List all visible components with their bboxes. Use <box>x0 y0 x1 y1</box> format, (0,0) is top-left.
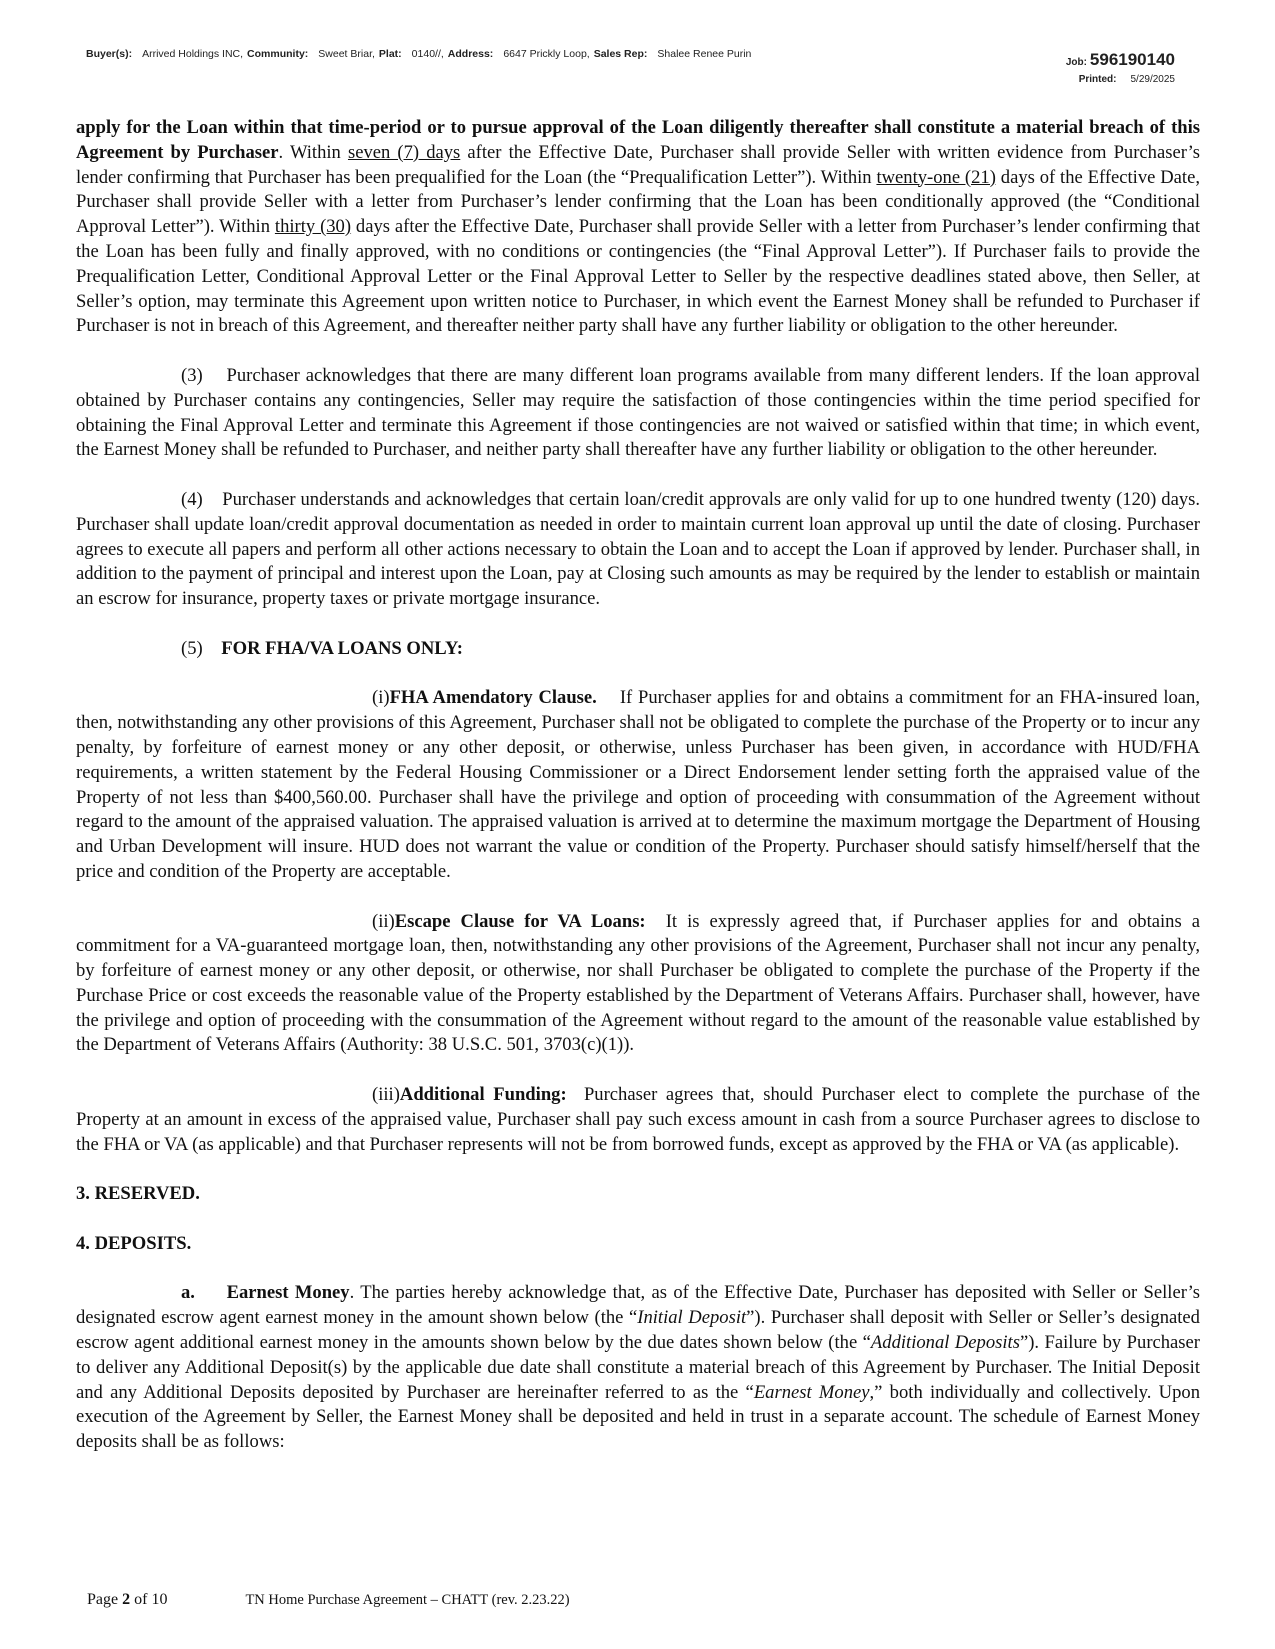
clause-number: (iii) <box>372 1084 400 1106</box>
paragraph-text: Purchaser acknowledges that there are many different loan programs available from many different lenders. If the loan approval obtained by Purchaser contains any contingencies, Seller may require the satisfaction of those contingencies within the time period specified for obtaining the Final Approval Letter and terminate this Agreement if those contingencies are not waived or satisfied within that time; in which event, the Earnest Money shall be refunded to Purchaser, and neither party shall thereafter have any further liability or obligation to the other hereunder. <box>76 364 1200 461</box>
address-label: Address: <box>447 48 494 60</box>
text-run: ,” both individually and collectively. Upon execution of the Agreement by Seller, the Earnest Money shall be deposited and held in trust in a separate account. The schedule of Earnest Money deposits shall be as follows: <box>76 1381 1200 1453</box>
loan-deadlines-paragraph <box>76 116 1200 339</box>
conditional-deadline: twenty-one (21) <box>876 166 996 188</box>
subsection-letter: a. <box>181 1282 195 1304</box>
clause-number: (ii) <box>372 910 395 932</box>
paragraph-4 <box>76 488 1200 612</box>
va-escape-clause <box>76 910 1200 1059</box>
printed-date <box>1079 74 1175 85</box>
buyer-label: Buyer(s): <box>86 48 133 60</box>
clause-title: Escape Clause for VA Loans: <box>394 910 646 932</box>
section-3-heading: 3. RESERVED. <box>76 1183 200 1205</box>
sales-rep-label: Sales Rep: <box>593 48 648 60</box>
paragraph-number: (4) <box>181 488 203 510</box>
paragraph-number: (3) <box>181 364 203 386</box>
text-run: ”). Purchaser shall deposit with Seller or Seller’s designated escrow agent additional earnest money in the amounts shown below by the due dates shown below (the “ <box>76 1307 1200 1354</box>
community-value: Sweet Briar, <box>318 48 375 60</box>
page-word: Page <box>87 1591 119 1608</box>
plat-label: Plat: <box>378 48 402 60</box>
additional-funding-clause <box>76 1083 1200 1157</box>
sales-rep-value: Shalee Renee Purin <box>657 48 752 60</box>
address-value: 6647 Prickly Loop, <box>503 48 590 60</box>
clause-text: It is expressly agreed that, if Purchaser applies for and obtains a commitment for a VA-guaranteed mortgage loan, then, notwithstanding any other provisions of the Agreement, Purchaser shall not incur any penalty, by forfeiture of earnest money or any other deposit, or otherwise, nor shall Purchaser be obligated to complete the purchase of the Property if the Purchase Price or cost exceeds the reasonable value of the Property established by the Department of Veterans Affairs. Purchaser shall, however, have the privilege and option of proceeding with the consummation of the Agreement without regard to the amount of the reasonable value established by the Department of Veterans Affairs (Authority: 38 U.S.C. 501, 3703(c)(1)). <box>76 910 1200 1056</box>
printed-value: 5/29/2025 <box>1130 74 1175 85</box>
clause-title: Additional Funding: <box>399 1084 567 1106</box>
buyer-value: Arrived Holdings INC, <box>142 48 244 60</box>
document-body <box>76 116 1200 1480</box>
page-number: 2 <box>122 1591 131 1608</box>
clause-text: If Purchaser applies for and obtains a commitment for an FHA-insured loan, then, notwithstanding any other provisions of this Agreement, Purchaser shall not be obligated to complete the purchase of the Property or to incur any penalty, by forfeiture of earnest money or any other deposit, or otherwise, unless Purchaser has been given, in accordance with HUD/FHA requirements, a written statement by the Federal Housing Commissioner or a Direct Endorsement lender setting forth the appraised value of the Property of not less than $400,560.00. Purchaser shall have the privilege and option of proceeding with consummation of the Agreement without regard to the amount of the appraised valuation. The appraised valuation is arrived at to determine the maximum mortgage the Department of Housing and Urban Development will insure. HUD does not warrant the value or condition of the Property. Purchaser should satisfy himself/herself that the price and condition of the Property are acceptable. <box>76 687 1200 882</box>
prequal-deadline: seven (7) days <box>347 141 461 163</box>
clause-text: Purchaser agrees that, should Purchaser elect to complete the purchase of the Property at an amount in excess of the appraised value, Purchaser shall pay such excess amount in cash from a source Purchaser agrees to disclose to the FHA or VA (as applicable) and that Purchaser represents will not be from borrowed funds, except as approved by the FHA or VA (as applicable). <box>76 1084 1200 1155</box>
paragraph-5 <box>76 637 1200 662</box>
earnest-money-title: Earnest Money <box>226 1282 350 1304</box>
earnest-money-term: Earnest Money <box>753 1381 870 1403</box>
paragraph-number: (5) <box>181 637 203 659</box>
fha-amendatory-clause <box>76 686 1200 884</box>
clause-number: (i) <box>372 687 390 709</box>
additional-deposits-term: Additional Deposits <box>870 1332 1020 1354</box>
community-label: Community: <box>247 48 309 60</box>
text-run: after the Effective Date, Purchaser shall provide Seller with written evidence from Purchaser’s lender confirming that Purchaser has been prequalified for the Loan (the “Prequalification Letter”). Within <box>76 141 1200 188</box>
fha-va-heading: FOR FHA/VA LOANS ONLY: <box>221 637 463 659</box>
job-label: Job: <box>1065 57 1087 68</box>
page-footer <box>87 1591 570 1609</box>
initial-deposit-term: Initial Deposit <box>637 1307 747 1329</box>
text-run: days of the Effective Date, Purchaser shall provide Seller with a letter from Purchaser’s lender confirming that the Loan has been conditionally approved (the “Conditional Approval Letter”). Within <box>76 166 1200 238</box>
page-total: 10 <box>151 1591 168 1608</box>
header-meta <box>86 48 755 60</box>
material-breach-lead: apply for the Loan within that time-period or to pursue approval of the Loan diligently thereafter shall constitute a material breach of this Agreement by Purchaser <box>76 117 1200 163</box>
text-run: days after the Effective Date, Purchaser shall provide Seller with a letter from Purchaser’s lender confirming that the Loan has been fully and finally approved, with no conditions or contingencies (the “Final Approval Letter”). If Purchaser fails to provide the Prequalification Letter, Conditional Approval Letter or the Final Approval Letter to Seller by the respective deadlines stated above, then Seller, at Seller’s option, may terminate this Agreement upon written notice to Purchaser, in which event the Earnest Money shall be refunded to Purchaser if Purchaser is not in breach of this Agreement, and thereafter neither party shall have any further liability or obligation to the other hereunder. <box>76 216 1200 337</box>
final-deadline: thirty (30) <box>274 216 352 238</box>
text-run: ”). Failure by Purchaser to deliver any Additional Deposit(s) by the applicable due date shall constitute a material breach of this Agreement by Purchaser. The Initial Deposit and any Additional Deposits deposited by Purchaser are hereinafter referred to as the “ <box>76 1332 1200 1403</box>
printed-label: Printed: <box>1078 74 1117 85</box>
of-word: of <box>134 1591 148 1608</box>
clause-title: FHA Amendatory Clause. <box>389 687 597 709</box>
job-number <box>1066 50 1175 70</box>
form-revision: TN Home Purchase Agreement – CHATT (rev. 2.23.22) <box>245 1592 570 1608</box>
text-run: . The parties hereby acknowledge that, as of the Effective Date, Purchaser has deposited with Seller or Seller’s designated escrow agent earnest money in the amount shown below (the “ <box>76 1282 1200 1329</box>
earnest-money-paragraph <box>76 1281 1200 1455</box>
plat-value: 0140//, <box>411 48 444 60</box>
text-run: . Within <box>278 141 348 163</box>
section-4-heading: 4. DEPOSITS. <box>76 1232 192 1254</box>
paragraph-3 <box>76 364 1200 463</box>
job-value: 596190140 <box>1089 50 1175 69</box>
paragraph-text: Purchaser understands and acknowledges that certain loan/credit approvals are only valid for up to one hundred twenty (120) days. Purchaser shall update loan/credit approval documentation as needed in order to maintain current loan approval up until the date of closing. Purchaser agrees to execute all papers and perform all other actions necessary to obtain the Loan and to accept the Loan if approved by lender. Purchaser shall, in addition to the payment of principal and interest upon the Loan, pay at Closing such amounts as may be required by the lender to establish or maintain an escrow for insurance, property taxes or private mortgage insurance. <box>76 488 1201 610</box>
